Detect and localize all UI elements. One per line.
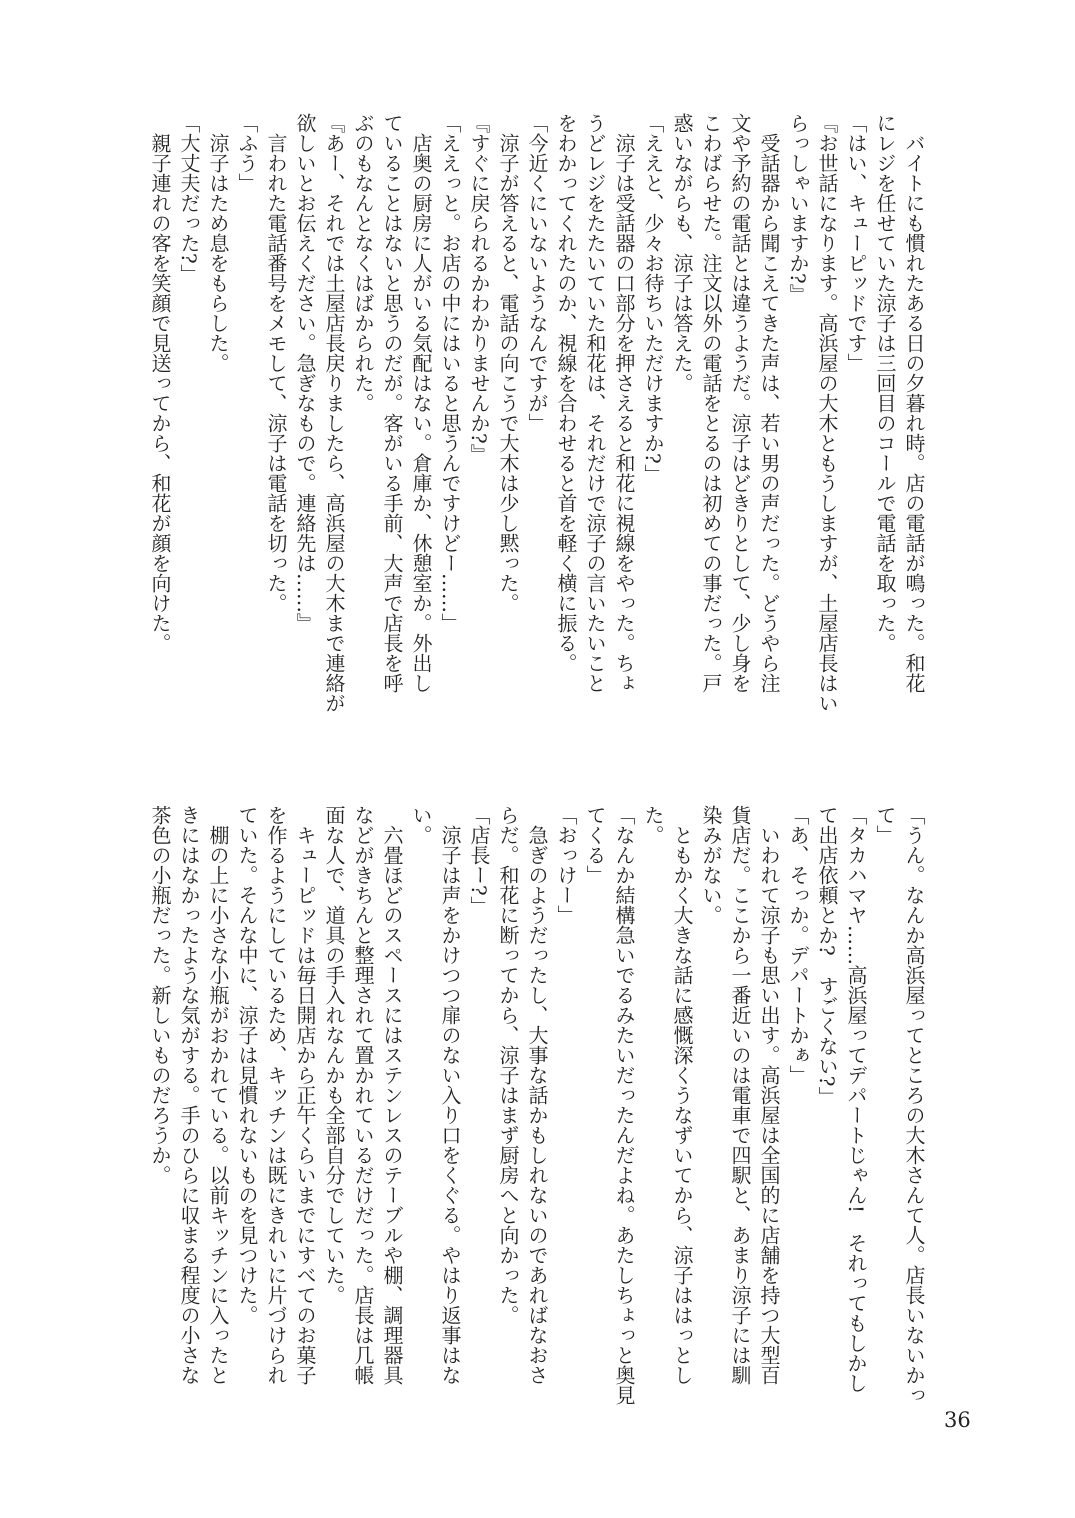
text-line: をわかってくれたのか、視線を合わせると首を軽く横に振る。 (554, 113, 578, 673)
text-line: ていることはないと思うのだが。客がいる手前、大声で店長を呼 (380, 113, 404, 693)
text-line: 涼子はため息をもらした。 (206, 113, 230, 373)
text-line: きにはなかったような気がする。手のひらに収まる程度の小さな (177, 805, 201, 1385)
text-block-bottom (145, 805, 928, 1419)
text-line: らっしゃいますか?』 (786, 113, 810, 304)
text-line: 六畳ほどのスペースにはステンレスのテーブルや棚、調理器具 (380, 805, 404, 1385)
text-line: 涼子は受話器の口部分を押さえると和花に視線をやった。ちょ (612, 113, 636, 693)
text-line: 「店長ー?」 (467, 805, 491, 916)
text-line: 「ふう」 (235, 113, 259, 193)
text-line: 欲しいとお伝えください。急ぎなもので。連絡先は……』 (293, 113, 317, 633)
text-line: バイトにも慣れたある日の夕暮れ時。店の電話が鳴った。和花 (902, 113, 926, 693)
text-line: にレジを任せていた涼子は三回目のコールで電話を取った。 (873, 113, 897, 653)
text-line: 「なんか結構急いでるみたいだったんだよね。あたしちょっと奥見 (612, 805, 636, 1405)
text-line: ぶのもなんとなくはばかられた。 (351, 113, 375, 413)
text-line: いわれて涼子も思い出す。高浜屋は全国的に店舗を持つ大型百 (757, 805, 781, 1385)
page-number: 36 (944, 1408, 971, 1432)
text-line: 「はい、キューピッドです」 (844, 113, 868, 373)
text-line: 染みがない。 (699, 805, 723, 925)
text-line: を作るようにしているため、キッチンは既にきれいに片づけられ (264, 805, 288, 1385)
text-line: 『あー、それでは土屋店長戻りましたら、高浜屋の大木まで連絡が (322, 113, 346, 713)
text-line: 言われた電話番号をメモして、涼子は電話を切った。 (264, 113, 288, 613)
text-line: 棚の上に小さな小瓶がおかれている。以前キッチンに入ったと (206, 805, 230, 1385)
text-line: 面な人で、道具の手入れなんかも全部自分でしていた。 (322, 805, 346, 1305)
text-line: 親子連れの客を笑顔で見送ってから、和花が顔を向けた。 (148, 113, 172, 653)
text-line: 茶色の小瓶だった。新しいものだろうか。 (148, 805, 172, 1185)
text-line: 『お世話になります。高浜屋の大木ともうしますが、土屋店長はい (815, 113, 839, 713)
text-line: た。 (641, 805, 665, 845)
text-line: こわばらせた。注文以外の電話をとるのは初めての事だった。戸 (699, 113, 723, 693)
text-line: 「大丈夫だった?」 (177, 113, 201, 284)
text-line: 「うん。なんか高浜屋ってところの大木さんて人。店長いないかっ (902, 805, 926, 1405)
text-line: 涼子が答えると、電話の向こうで大木は少し黙った。 (496, 113, 520, 613)
text-line: て」 (873, 805, 897, 845)
text-line: 貨店だ。ここから一番近いのは電車で四駅と、あまり涼子には馴 (728, 805, 752, 1385)
text-line: 「タカハマヤ……高浜屋ってデパートじゃん! それってもしかし (844, 805, 868, 1394)
text-line: 文や予約の電話とは違うようだ。涼子はどきりとして、少し身を (728, 113, 752, 693)
text-line: てくる」 (583, 805, 607, 885)
text-line: などがきちんと整理されて置かれているだけだった。店長は几帳 (351, 805, 375, 1385)
text-line: 「あ、そっか。デパートかぁ」 (786, 805, 810, 1085)
text-line: ていた。そんな中に、涼子は見慣れないものを見つけた。 (235, 805, 259, 1325)
text-line: らだ。和花に断ってから、涼子はまず厨房へと向かった。 (496, 805, 520, 1325)
text-line: 「おっけー」 (554, 805, 578, 925)
text-line: て出店依頼とか? すごくない?」 (815, 805, 839, 1107)
text-line: 涼子は声をかけつつ扉のない入り口をくぐる。やはり返事はな (438, 805, 462, 1385)
text-line: 受話器から聞こえてきた声は、若い男の声だった。どうやら注 (757, 113, 781, 693)
text-block-top (145, 113, 928, 727)
text-line: 店奥の厨房に人がいる気配はない。倉庫か、休憩室か。外出し (409, 113, 433, 693)
text-line: 「ええっと。お店の中にはいると思うんですけどー……」 (438, 113, 462, 633)
text-line: うどレジをたたいていた和花は、それだけで涼子の言いたいこと (583, 113, 607, 693)
text-line: 「ええと、少々お待ちいただけますか?」 (641, 113, 665, 484)
text-line: 「今近くにいないようなんですが」 (525, 113, 549, 433)
text-line: キューピッドは毎日開店から正午くらいまでにすべてのお菓子 (293, 805, 317, 1385)
text-line: 急ぎのようだったし、大事な話かもしれないのであればなおさ (525, 805, 549, 1385)
text-line: 惑いながらも、涼子は答えた。 (670, 113, 694, 393)
text-line: ともかく大きな話に感慨深くうなずいてから、涼子ははっとし (670, 805, 694, 1385)
text-line: い。 (409, 805, 433, 845)
text-line: 『すぐに戻られるかわかりませんか?』 (467, 113, 491, 464)
